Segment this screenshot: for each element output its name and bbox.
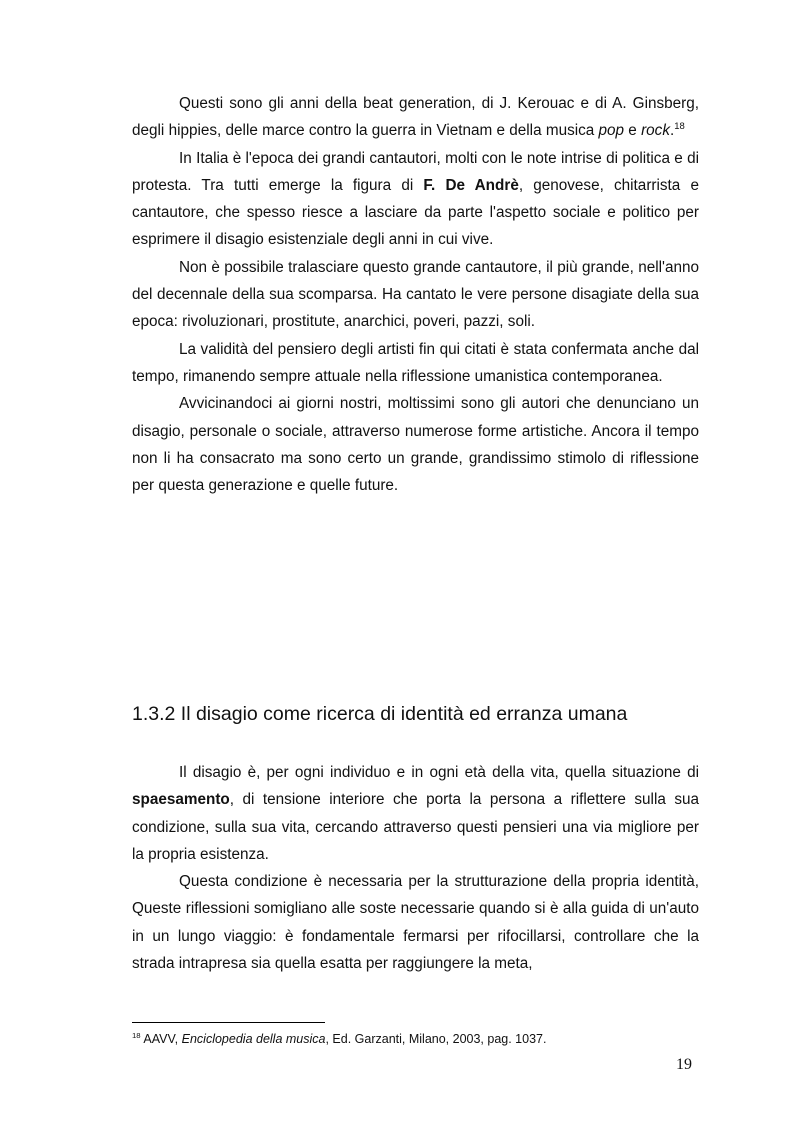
text-run: In Italia è l'epoca dei grandi cantautori, molti con le note intrise di politica e di protesta. Tra tutti emerge la figura di [132,149,699,194]
text-run: Avvicinandoci ai giorni nostri, moltissimi sono gli autori che denunciano un disagio, personale o sociale, attraverso numerose forme artistiche. Ancora il tempo non li ha consacrato ma sono certo un grande, grandissimo stimolo di riflessione per questa generazione e quelle future. [132,395,699,495]
text-run: La validità del pensiero degli artisti fin qui citati è stata confermata anche dal tempo, rimanendo sempre attuale nella riflessione umanistica contemporanea. [132,340,699,385]
text-run: AAVV, [140,1032,182,1046]
paragraph [132,336,699,391]
paragraph [132,390,699,499]
text-run: , genovese, chitarrista e cantautore, che spesso riesce a lasciare da parte l'aspetto sociale e politico per esprimere il disagio esistenziale degli anni in cui vive. [132,176,699,249]
text-run: , di tensione interiore che porta la persona a riflettere sulla sua condizione, sulla sua vita, cercando attraverso questi pensieri una via migliore per la propria esistenza. [132,791,699,863]
bold-text: F. De Andrè [423,176,519,194]
section-2-text [132,759,699,977]
paragraph [132,759,699,868]
footnote [132,1030,732,1048]
text-run: e [624,122,642,140]
section-1-text [132,90,699,499]
paragraph [132,145,699,254]
text-run: Questa condizione è necessaria per la strutturazione della propria identità, Queste riflessioni somigliano alle soste necessarie quando si è alla guida di un'auto in un lungo viaggio: è fondamentale fermarsi per rifocillarsi, controllare che la strada intrapresa sia quella esatta per raggiungere la meta, [132,873,699,973]
text-run: . [669,122,675,140]
footnote-separator [132,1022,325,1023]
paragraph [132,90,699,145]
italic-text: Enciclopedia della musica [181,1032,326,1046]
paragraph [132,868,699,977]
text-run: , Ed. Garzanti, Milano, 2003, pag. 1037. [325,1032,547,1046]
section-heading: 1.3.2 Il disagio come ricerca di identità ed erranza umana [132,703,628,725]
footnote-reference: 18 [132,1030,141,1040]
page-number: 19 [676,1056,692,1073]
italic-text: rock [641,122,670,140]
italic-text: pop [598,122,625,140]
text-run: Questi sono gli anni della beat generation, di J. Kerouac e di A. Ginsberg, degli hippies, delle marce contro la guerra in Vietnam e della musica [132,95,699,140]
paragraph [132,254,699,336]
text-run: Non è possibile tralasciare questo grande cantautore, il più grande, nell'anno del decennale della sua scomparsa. Ha cantato le vere persone disagiate della sua epoca: rivoluzionari, prostitute, anarchici, poveri, pazzi, soli. [132,258,699,331]
text-run: Il disagio è, per ogni individuo e in ogni età della vita, quella situazione di [179,764,699,781]
footnote-reference: 18 [674,121,685,133]
bold-text: spaesamento [132,791,230,809]
